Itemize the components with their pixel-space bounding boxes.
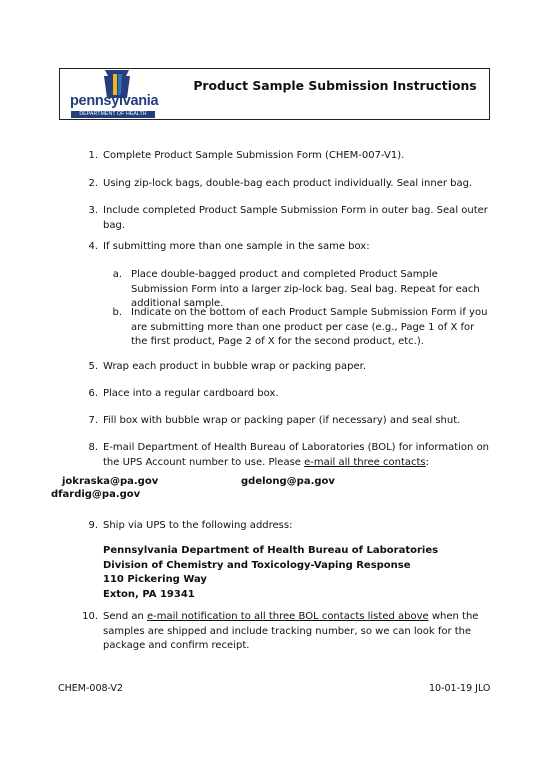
- step-number: 2.: [88, 178, 98, 189]
- substep-text: additional sample.: [131, 298, 224, 309]
- address-line: Pennsylvania Department of Health Bureau of Laboratories: [103, 545, 439, 556]
- substep-text: Submission Form into a larger zip-lock bag. Seal bag. Repeat for each: [131, 283, 480, 295]
- step-text-part: the UPS Account number to use. Please: [103, 456, 305, 468]
- substep-text: are submitting more than one product per case (e.g., Page 1 of X for: [131, 321, 475, 333]
- step-number: 6.: [88, 388, 98, 399]
- step-text: bag.: [103, 219, 126, 231]
- substep-letter: b.: [112, 307, 122, 318]
- contact-email: jokraska@pa.gov: [62, 476, 159, 487]
- step-text-part: Send an: [103, 611, 148, 622]
- document-code: CHEM-008-V2: [58, 683, 123, 694]
- step-number: 1.: [88, 150, 98, 161]
- step-number: 9.: [88, 520, 98, 531]
- step-text: [103, 610, 478, 625]
- step-text-part: :: [425, 456, 430, 468]
- step-text-part: when the: [428, 611, 479, 622]
- step-number: 4.: [88, 241, 98, 252]
- address-line: Division of Chemistry and Toxicology-Vaping Response: [103, 559, 411, 571]
- step-number: 5.: [88, 361, 98, 372]
- step-number: 7.: [88, 415, 98, 426]
- page-title: Product Sample Submission Instructions: [193, 78, 477, 93]
- address-line: 110 Pickering Way: [103, 574, 207, 585]
- substep-letter: a.: [112, 269, 122, 280]
- step-text: E-mail Department of Health Bureau of Laboratories (BOL) for information on: [103, 442, 490, 453]
- logo-department: DEPARTMENT OF HEALTH: [71, 111, 155, 118]
- step-text: package and confirm receipt.: [103, 640, 250, 651]
- step-text: [103, 456, 429, 471]
- step-text: If submitting more than one sample in the same box:: [103, 241, 370, 252]
- shipping-address: [103, 544, 438, 602]
- contact-email: gdelong@pa.gov: [241, 476, 335, 487]
- step-text: Complete Product Sample Submission Form (CHEM-007-V1).: [103, 150, 405, 161]
- substep-text: the first product, Page 2 of X for the second product, etc.).: [131, 336, 424, 347]
- email-notification-link[interactable]: e-mail notification to all three BOL contacts listed above: [147, 611, 429, 622]
- substep-text: Place double-bagged product and completed Product Sample: [131, 269, 438, 280]
- step-text: Include completed Product Sample Submission Form in outer bag. Seal outer: [103, 205, 488, 216]
- email-contacts-link[interactable]: e-mail all three contacts: [304, 456, 426, 468]
- document-date: 10-01-19 JLO: [429, 683, 491, 694]
- step-text: Using zip-lock bags, double-bag each product individually. Seal inner bag.: [103, 178, 473, 189]
- logo-wordmark: pennsylvania: [70, 93, 159, 109]
- step-text: Wrap each product in bubble wrap or packing paper.: [103, 361, 367, 372]
- step-number: 8.: [88, 442, 98, 453]
- step-number: 3.: [88, 205, 98, 216]
- step-text: samples are shipped and include tracking number, so we can look for the: [103, 625, 472, 637]
- step-text: Ship via UPS to the following address:: [103, 520, 293, 531]
- address-line: Exton, PA 19341: [103, 588, 195, 600]
- header-box: [59, 68, 490, 120]
- pa-health-logo: [66, 70, 181, 118]
- step-text: Place into a regular cardboard box.: [103, 388, 279, 399]
- contact-email: dfardig@pa.gov: [51, 489, 141, 500]
- step-number: 10.: [82, 611, 98, 622]
- step-text: Fill box with bubble wrap or packing paper (if necessary) and seal shut.: [103, 415, 461, 426]
- substep-text: Indicate on the bottom of each Product Sample Submission Form if you: [131, 307, 488, 318]
